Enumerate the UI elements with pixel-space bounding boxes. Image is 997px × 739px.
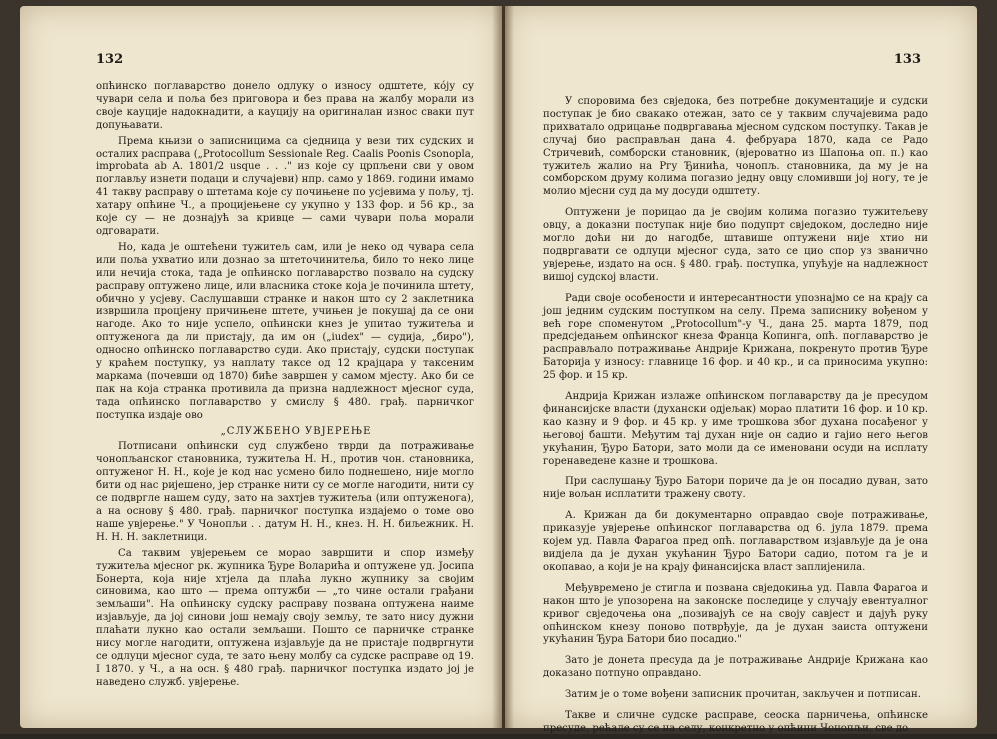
right-page-text xyxy=(543,96,928,739)
paragraph: Оптужени је порицао да је својим колима погазио тужитељеву овцу, а доказни поступак није био подупрт свједоком, доследно није могло доћи ни до нагодбе, штавише оптужени није хтио ни подвргавати се одлуци мјесног суда, зато се цио спор уз званично увјерење, издато на осн. § 480. грађ. поступка, упућује на надлежност вишој судској власти. xyxy=(543,207,928,283)
paragraph: Према књизи о записницима са сједница у вези тих судских и осталих расправа („Protocollum Sessionale Reg. Caalis Poonis Csonopla, improbata ab A. 1801/2 usque . . ." из које су црпљени сви у овом поглављу изнети подаци и случајеви) нпр. само у 1869. години имамо 41 такву расправу о штетама које су почињене по усјевима у пољу, тј. хатару опћине Ч., а процијењене су укупно у 133 фор. и 56 кр., за које су — не дознајућ за кривце — сами чувари поља морали одговарати. xyxy=(96,135,474,237)
paragraph: Андрија Крижан излаже опћинском поглаварству да је пресудом финансијске власти (духански одјељак) морао платити 16 фор. и 10 кр. као казну и 9 фор. и 45 кр. у име трошкова због духана посађеног у његовој башти. Међутим тај духан није он садио и гајио него његов укућанин, Ђуро Батори, зато моли да се именовани осуди на исплату горенаведене казне и трошкова. xyxy=(543,391,928,467)
section-heading: „СЛУЖБЕНО УВЈЕРЕЊЕ xyxy=(220,425,372,437)
paragraph: Ради своје особености и интересантности упознајмо се на крају са још једним судским поступком на селу. Према записнику вођеном у већ горе споменутом „Protocollum"-у Ч., дана 25. марта 1879, под предсједањем опћинског кнеза Франца Копинга, опћ. поглаварство је расправљало потраживање Андрије Крижана, покренуто против Ђуре Баторија у износу: главнице 16 фор. и 40 кр., и са приносима укупно: 25 фор. и 15 кр. xyxy=(543,292,928,382)
left-page xyxy=(20,6,502,728)
paragraph: Затим је о томе вођени записник прочитан, закључен и потписан. xyxy=(565,689,921,701)
paragraph: опћинско поглаварство донело одлуку о износу одштете, кóју су чувари села и поља без приговора и без права на жалбу морали из своје кауције надокнадити, а кауцију на оригиналан износ сваки пут допуњавати. xyxy=(96,81,474,131)
page-number-right: 133 xyxy=(893,52,921,67)
right-page xyxy=(505,6,977,734)
paragraph: При саслушању Ђуро Батори пориче да је он посадио дуван, зато није вољан исплатити тражену своту. xyxy=(543,476,928,501)
book-gutter xyxy=(492,6,514,728)
paragraph: Такве и сличне судске расправе, сеоска парничења, опћинске пресуде, рећале су се на селу, конкретно у опћини Чонопљи, све до xyxy=(543,710,928,734)
left-page-text-top xyxy=(96,81,474,693)
paragraph: А. Крижан да би документарно оправдао своје потраживање, приказује увјерење опћинског поглаварства од 6. јула 1879. према којем уд. Павла Фарагоа пред опћ. поглаварством изјављује да је она видјела да је духан укућанин Ђуро Батори садио, потом га је и окопавао, а који је на крају финансијска власт заплијенила. xyxy=(543,510,928,573)
page-number-left: 132 xyxy=(96,52,124,67)
paragraph: Са таквим увјерењем се морао завршити и спор између тужитеља мјесног рк. жупника Ђуре Воларића и оптужене уд. Јосипа Бонерта, која није хтјела да плаћа лукно жупнику за својим синовима, као што — према оптужби — „то чине остали грађани земљаши". На опћинску судску расправу позвана оптужена наиме изјављује, да јој синови још немају своју земљу, те зато нису дужни плаћати лукно као остали земљаши. Пошто се парничке странке нису могле нагодити, оптужена изјављује да не пристаје подвргнути се одлуци мјесног суда, те зато њену молбу са судске расправе од 19. I 1870. у Ч., а на осн. § 480 грађ. парничког поступка издато јој је наведено служб. увјерење. xyxy=(96,547,474,688)
paragraph: Потписани опћински суд службено тврди да потраживање чонопљанског становника, тужитеља Н. Н., против чон. становника, оптуженог Н. Н., које је код нас усмено било поднешено, није могло бити од нас ријешено, јер странке нити су се могле нагодити, нити су се подвргле нашем суду, зато на захтјев тужитеља (или оптуженога), а на основу § 480. грађ. парничког поступка издајемо о томе ово наше увјерење." У Чонопљи . . датум Н. Н., кнез. Н. Н. биљежник. Н. Н. Н. Н. заклетници. xyxy=(96,441,474,543)
paragraph: Но, када је оштећени тужитељ сам, или је неко од чувара села или поља ухватио или дознао за штеточинитеља, било то неко лице или нечија стока, тада је опћинско поглаварство позвало на судску расправу оптужено лице, или власника стоке која је починила штету, обично у усјеву. Саслушавши странке и након што су 2 заклетника извршила процјену причињене штете, учињен је покушај да се они нагоде. Ако то није успело, опћински кнез је упитао тужитеља и оптуженога да ли пристају, да им он („iudex" — судија, „биро"), односно опћинско поглаварство суди. Ако пристају, судски поступак у краћем поступку, уз наплату таксе од 12 крајцара у таксеним маркама (почевши од 1870) биће завршен у самом мјесту. Ако би се пак на која странка противила да призна надлежност мјесног суда, тада опћинско поглаварство у смислу § 480. грађ. парничког поступка издаје ово xyxy=(96,241,474,421)
paragraph: У споровима без свједока, без потребне документације и судски поступак је био свакако отежан, зато се у таквим случајевима радо прихватало одрицање подвргавања мјесном судском поступку. Такав је случај био расправљан дана 4. фебруара 1870, када се Радо Стричевић, сомборски становник, (вјероватно из Шапоња оп. п.) као тужитељ жалио на Ргу Ђинића, чонопљ. становника, да му је на сомборском друму колима погазио једну овцу сломивши јој ногу, те је молио мјесни суд да му досуди одштету. xyxy=(543,96,928,198)
paragraph: Зато је донета пресуда да је потраживање Андрије Крижана као доказано потпуно оправдано. xyxy=(543,655,928,680)
paragraph: Међувремено је стигла и позвана свједокиња уд. Павла Фарагоа и након што је упозорена на законске последице у случају евентуалног кривог свједочења она „позивајућ се на своју савјест и дајућ руку опћинском кнезу поново потврђује, да је духан заиста оптужени укућанин Ђура Батори био посадио." xyxy=(543,582,928,646)
